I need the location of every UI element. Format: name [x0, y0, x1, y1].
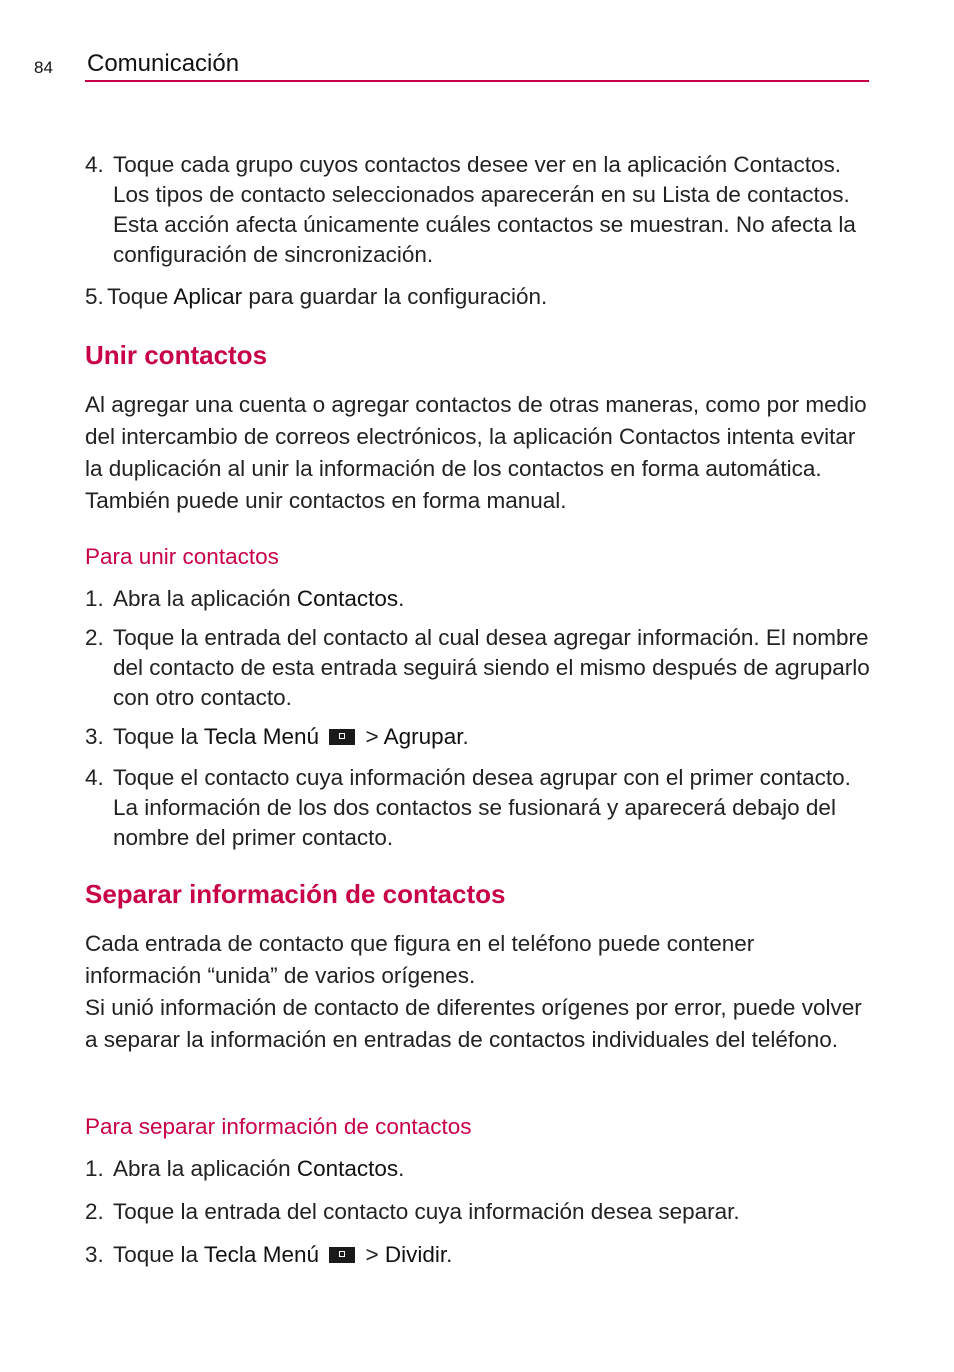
- item-text: Toque la entrada del contacto al cual desea agregar información. El nombre del contacto de esta entrada seguirá siendo el mismo después de agruparlo con otro contacto.: [113, 625, 870, 710]
- tecla-menu-label: Tecla Menú: [203, 1242, 319, 1267]
- item-number: 2.: [85, 625, 104, 650]
- agrupar-label: Agrupar: [383, 724, 463, 749]
- item-text: [107, 282, 867, 312]
- dividir-label: Dividir: [384, 1242, 447, 1267]
- item-number: 1.: [85, 1156, 104, 1181]
- heading-separar-informacion: Separar información de contactos: [85, 879, 506, 909]
- item-text-post: .: [446, 1242, 453, 1267]
- item-text-post: .: [398, 1156, 405, 1181]
- item-text: [113, 722, 873, 752]
- subheading-para-unir: Para unir contactos: [85, 544, 279, 569]
- item-text-post: .: [462, 724, 469, 749]
- page-number: 84: [34, 58, 53, 77]
- section-title: Comunicación: [87, 50, 240, 77]
- item-text: [113, 584, 873, 614]
- menu-key-icon: [329, 1247, 355, 1263]
- header-rule: [85, 80, 869, 82]
- paragraph-separar-2: Si unió información de contacto de diferentes orígenes por error, puede volver a separar la información en entradas de contactos individuales del teléfono.: [85, 995, 862, 1052]
- item-text: [113, 1240, 873, 1270]
- item-text: [113, 1154, 873, 1184]
- separator: >: [359, 1242, 385, 1267]
- item-number: 3.: [85, 724, 104, 749]
- subheading-para-separar: Para separar información de contactos: [85, 1114, 472, 1139]
- item-number: 4.: [85, 152, 104, 177]
- item-text-pre: Abra la aplicación: [113, 586, 297, 611]
- item-text-pre: Toque la: [113, 1242, 204, 1267]
- item-text-pre: Toque la: [113, 724, 204, 749]
- item-text: Toque cada grupo cuyos contactos desee ver en la aplicación Contactos. Los tipos de contacto seleccionados aparecerán en su Lista de contactos. Esta acción afecta únicamente cuáles contactos se muestran. No afecta la configuración de sincronización.: [113, 152, 856, 267]
- contactos-label: Contactos: [296, 1156, 399, 1181]
- item-text-post: para guardar la configuración.: [242, 284, 548, 309]
- item-text-pre: Abra la aplicación: [113, 1156, 297, 1181]
- item-number: 1.: [85, 586, 104, 611]
- item-number: 3.: [85, 1242, 104, 1267]
- contactos-label: Contactos: [296, 586, 399, 611]
- separator: >: [359, 724, 384, 749]
- item-text: Toque el contacto cuya información desea agrupar con el primer contacto. La información de los dos contactos se fusionará y aparecerá debajo del nombre del primer contacto.: [113, 765, 851, 850]
- paragraph-unir: Al agregar una cuenta o agregar contactos de otras maneras, como por medio del intercambio de correos electrónicos, la aplicación Contactos intenta evitar la duplicación al unir la información de los contactos en forma automática. También puede unir contactos en forma manual.: [85, 392, 867, 513]
- item-text-pre: Toque: [107, 284, 174, 309]
- item-text-post: .: [398, 586, 405, 611]
- tecla-menu-label: Tecla Menú: [203, 724, 319, 749]
- aplicar-label: Aplicar: [173, 284, 243, 309]
- heading-unir-contactos: Unir contactos: [85, 340, 268, 370]
- item-text: Toque la entrada del contacto cuya información desea separar.: [113, 1199, 740, 1224]
- item-number: 5.: [85, 284, 104, 309]
- item-number: 4.: [85, 765, 104, 790]
- paragraph-separar-1: Cada entrada de contacto que figura en el teléfono puede contener información “unida” de varios orígenes.: [85, 931, 755, 988]
- menu-key-icon: [329, 729, 355, 745]
- item-number: 2.: [85, 1199, 104, 1224]
